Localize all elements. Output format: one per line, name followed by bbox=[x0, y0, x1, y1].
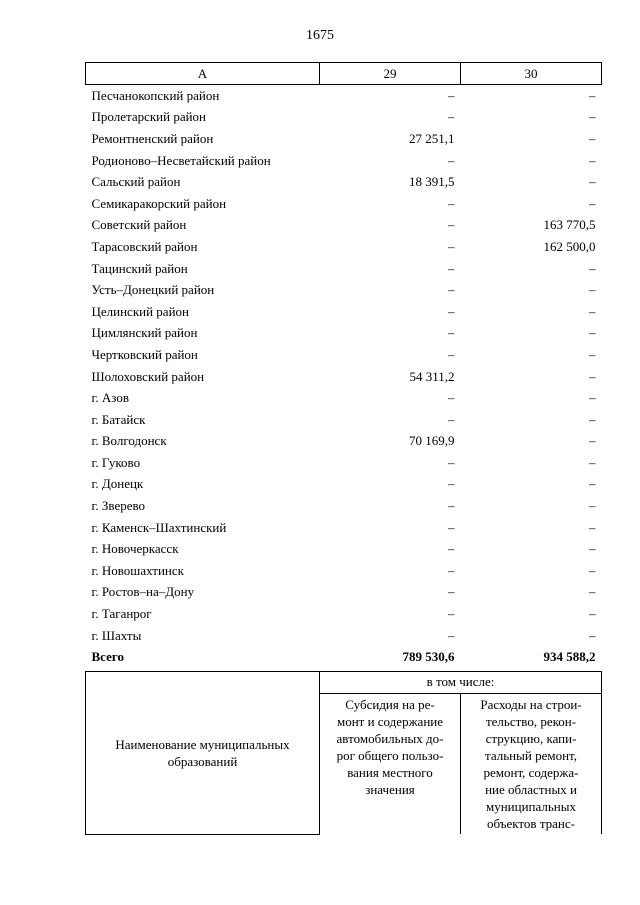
table-row bbox=[86, 236, 602, 258]
value-30: – bbox=[589, 519, 596, 535]
municipality-name: Ремонтненский район bbox=[91, 130, 214, 146]
municipality-name: г. Ростов–на–Дону bbox=[91, 584, 195, 600]
value-29: – bbox=[448, 498, 455, 514]
municipality-name: Советский район bbox=[91, 217, 187, 233]
municipality-name: Пролетарский район bbox=[91, 109, 207, 125]
table-row bbox=[86, 128, 602, 150]
value-30: – bbox=[589, 390, 596, 406]
municipality-name: г. Таганрог bbox=[91, 606, 152, 622]
subsidy-column-header: Субсидия на ре- монт и содержание автомобильных до- рог общего пользо- вания местного значения bbox=[320, 694, 461, 835]
table-row bbox=[86, 366, 602, 388]
table-row bbox=[86, 344, 602, 366]
value-29: – bbox=[448, 325, 455, 341]
table-row bbox=[86, 171, 602, 193]
value-30: – bbox=[589, 260, 596, 276]
table-row bbox=[86, 495, 602, 517]
table-row bbox=[86, 431, 602, 453]
including-group-header: в том числе: bbox=[320, 672, 602, 694]
budget-table bbox=[85, 62, 602, 668]
continued-table-header bbox=[85, 671, 602, 835]
value-29: – bbox=[448, 519, 455, 535]
table-row bbox=[86, 150, 602, 172]
table-row bbox=[86, 582, 602, 604]
municipality-name: г. Гуково bbox=[91, 454, 141, 470]
value-29: – bbox=[448, 87, 455, 103]
value-29: – bbox=[448, 606, 455, 622]
value-29: – bbox=[448, 541, 455, 557]
municipality-name: Целинский район bbox=[91, 303, 189, 319]
value-29: – bbox=[448, 476, 455, 492]
value-30: – bbox=[589, 476, 596, 492]
construction-expenses-column-header: Расходы на строи- тельство, рекон- струкцию, капи- тальный ремонт, ремонт, содержа- ние областных и муниципальных объектов транс- bbox=[461, 694, 602, 835]
municipality-name: Сальский район bbox=[91, 174, 181, 190]
municipality-name: Тарасовский район bbox=[91, 238, 198, 254]
value-30: – bbox=[589, 433, 596, 449]
table-row bbox=[86, 538, 602, 560]
value-29: – bbox=[448, 303, 455, 319]
value-29: – bbox=[448, 584, 455, 600]
municipality-name: Родионово–Несветайский район bbox=[91, 152, 271, 168]
value-30: – bbox=[589, 454, 596, 470]
municipality-name: Песчанокопский район bbox=[91, 87, 220, 103]
value-29: 18 391,5 bbox=[409, 174, 455, 190]
municipality-name: Тацинский район bbox=[91, 260, 188, 276]
column-header-29: 29 bbox=[320, 63, 461, 85]
municipality-name: Шолоховский район bbox=[91, 368, 205, 384]
value-30: – bbox=[589, 195, 596, 211]
municipality-name: г. Зверево bbox=[91, 498, 146, 514]
municipality-name: г. Волгодонск bbox=[91, 433, 167, 449]
value-30: – bbox=[589, 346, 596, 362]
value-29: – bbox=[448, 260, 455, 276]
value-30: 163 770,5 bbox=[543, 217, 596, 233]
value-30: 162 500,0 bbox=[543, 238, 596, 254]
municipality-name: г. Азов bbox=[91, 390, 129, 406]
value-29: 27 251,1 bbox=[409, 130, 455, 146]
value-29: – bbox=[448, 195, 455, 211]
municipality-name: г. Новочеркасск bbox=[91, 541, 179, 557]
total-value-29: 789 530,6 bbox=[402, 649, 455, 665]
table-row bbox=[86, 409, 602, 431]
municipality-name: Семикаракорский район bbox=[91, 195, 227, 211]
value-29: – bbox=[448, 411, 455, 427]
table-row bbox=[86, 85, 602, 107]
value-29: – bbox=[448, 217, 455, 233]
value-30: – bbox=[589, 152, 596, 168]
value-30: – bbox=[589, 498, 596, 514]
value-30: – bbox=[589, 282, 596, 298]
value-30: – bbox=[589, 562, 596, 578]
value-30: – bbox=[589, 368, 596, 384]
table-row bbox=[86, 387, 602, 409]
table-row bbox=[86, 517, 602, 539]
value-29: – bbox=[448, 152, 455, 168]
municipality-name-header: Наименование муниципальных образований bbox=[86, 672, 320, 835]
table-row bbox=[86, 107, 602, 129]
table-row bbox=[86, 193, 602, 215]
municipality-name: г. Шахты bbox=[91, 627, 142, 643]
municipality-name: Чертковский район bbox=[91, 346, 198, 362]
table-row bbox=[86, 301, 602, 323]
value-29: – bbox=[448, 109, 455, 125]
municipality-name: Усть–Донецкий район bbox=[91, 282, 215, 298]
column-header-30: 30 bbox=[461, 63, 602, 85]
municipality-name: г. Донецк bbox=[91, 476, 144, 492]
value-29: – bbox=[448, 282, 455, 298]
table-row bbox=[86, 279, 602, 301]
value-30: – bbox=[589, 606, 596, 622]
municipality-name: г. Каменск–Шахтинский bbox=[91, 519, 227, 535]
value-29: – bbox=[448, 346, 455, 362]
municipality-name: г. Батайск bbox=[91, 411, 146, 427]
table-row bbox=[86, 452, 602, 474]
table-row bbox=[86, 215, 602, 237]
value-29: 54 311,2 bbox=[409, 368, 455, 384]
value-30: – bbox=[589, 303, 596, 319]
value-30: – bbox=[589, 411, 596, 427]
value-30: – bbox=[589, 584, 596, 600]
municipality-name: г. Новошахтинск bbox=[91, 562, 184, 578]
municipality-name: Цимлянский район bbox=[91, 325, 198, 341]
table-row bbox=[86, 258, 602, 280]
value-29: – bbox=[448, 454, 455, 470]
value-29: – bbox=[448, 562, 455, 578]
value-30: – bbox=[589, 109, 596, 125]
value-30: – bbox=[589, 325, 596, 341]
total-label: Всего bbox=[91, 649, 124, 665]
total-value-30: 934 588,2 bbox=[543, 649, 596, 665]
value-29: – bbox=[448, 390, 455, 406]
table-row bbox=[86, 560, 602, 582]
table-row bbox=[86, 323, 602, 345]
value-30: – bbox=[589, 174, 596, 190]
table-header-row bbox=[86, 63, 602, 85]
value-29: – bbox=[448, 238, 455, 254]
table-row bbox=[86, 474, 602, 496]
value-30: – bbox=[589, 627, 596, 643]
column-header-a: А bbox=[86, 63, 320, 85]
value-29: 70 169,9 bbox=[409, 433, 455, 449]
total-row bbox=[86, 646, 602, 668]
table-body bbox=[86, 85, 602, 647]
table-row bbox=[86, 625, 602, 647]
value-30: – bbox=[589, 541, 596, 557]
table-row bbox=[86, 603, 602, 625]
page-number: 1675 bbox=[306, 28, 334, 43]
value-30: – bbox=[589, 130, 596, 146]
value-30: – bbox=[589, 87, 596, 103]
value-29: – bbox=[448, 627, 455, 643]
